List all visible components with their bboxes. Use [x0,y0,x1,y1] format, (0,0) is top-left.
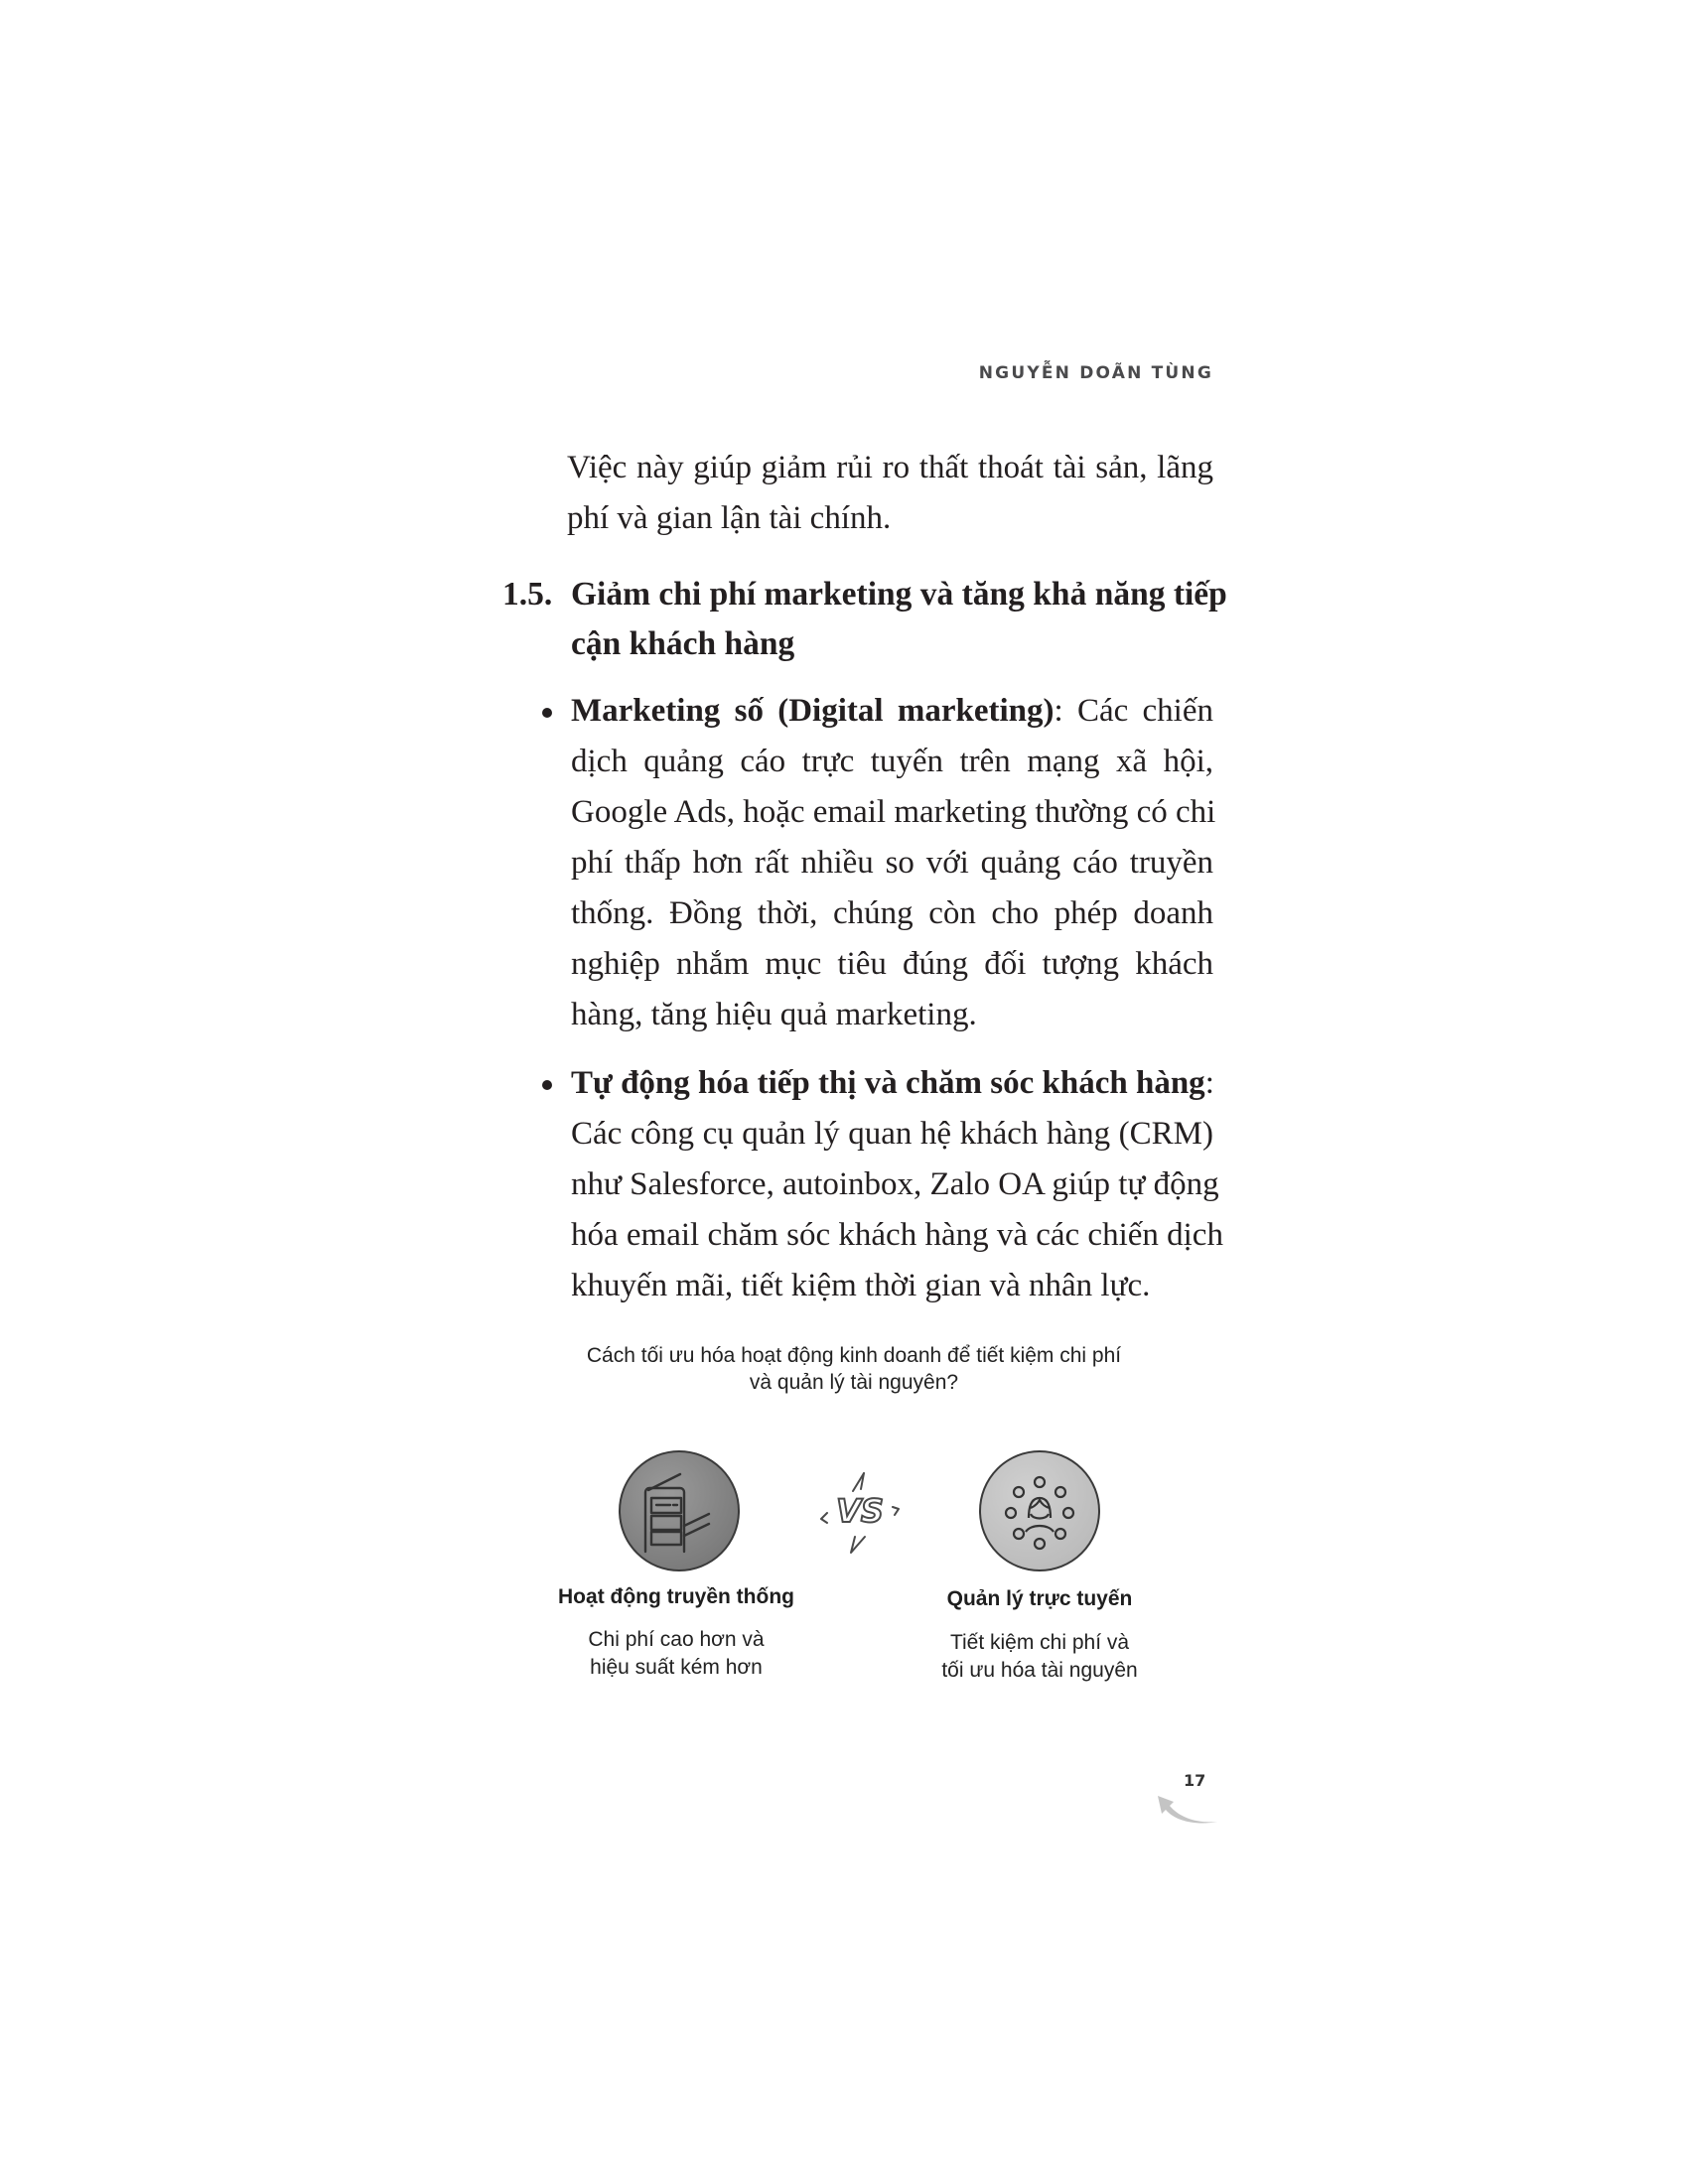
bullet-line: thống. Đồng thời, chúng còn cho phép doanh [571,895,1213,931]
left-column-title: Hoạt động truyền thống [558,1585,794,1608]
bullet-line: nghiệp nhắm mục tiêu đúng đối tượng khách [571,946,1213,982]
bullet-line: khuyến mãi, tiết kiệm thời gian và nhân lực. [571,1268,1151,1303]
left-column-description [517,1626,835,1682]
section-number: 1.5. [502,576,553,613]
desc-line: Chi phí cao hơn và [588,1628,765,1651]
page-turn-arrow-icon [1154,1790,1223,1826]
vs-label: VS [836,1492,884,1530]
caption-line: Cách tối ưu hóa hoạt động kinh doanh để tiết kiệm chi phí [586,1344,1122,1367]
bullet-term: Tự động hóa tiếp thị và chăm sóc khách hàng [571,1065,1205,1101]
desc-line: hiệu suất kém hơn [590,1656,763,1679]
right-column-description [881,1629,1198,1685]
bullet-term: Marketing số (Digital marketing) [571,693,1055,729]
printer-icon [619,1450,740,1571]
page-number: 17 [1184,1771,1206,1790]
bullet-line: phí thấp hơn rất nhiều so với quảng cáo truyền [571,845,1213,881]
figure-caption [516,1342,1192,1396]
bullet-icon [542,1080,552,1090]
section-title-line: Giảm chi phí marketing và tăng khả năng tiếp [571,576,1227,613]
bullet-line: như Salesforce, autoinbox, Zalo OA giúp tự động [571,1166,1219,1202]
bullet-line: hàng, tăng hiệu quả marketing. [571,997,977,1032]
bullet-first-line-rest: : Các chiến [1054,693,1214,729]
bullet-line: Các công cụ quản lý quan hệ khách hàng (CRM) [571,1116,1213,1152]
network-people-icon [979,1450,1100,1571]
section-title-line: cận khách hàng [571,625,795,662]
desc-line: tối ưu hóa tài nguyên [941,1659,1138,1682]
bullet-icon [542,708,552,718]
bullet-line: dịch quảng cáo trực tuyến trên mạng xã hội, [571,744,1213,779]
right-column-title: Quản lý trực tuyến [946,1587,1133,1610]
bullet-line: Google Ads, hoặc email marketing thường có chi [571,794,1216,830]
running-head-author: NGUYỄN DOÃN TÙNG [978,363,1213,383]
bullet-first-line [571,695,1213,728]
desc-line: Tiết kiệm chi phí và [949,1631,1130,1654]
paragraph-line: phí và gian lận tài chính. [567,500,892,536]
bullet-line: hóa email chăm sóc khách hàng và các chiến dịch [571,1217,1223,1253]
bullet-first-line-rest: : [1204,1065,1214,1101]
paragraph-line: Việc này giúp giảm rủi ro thất thoát tài sản, lãng [567,450,1213,485]
vs-icon [815,1467,905,1559]
caption-line: và quản lý tài nguyên? [749,1371,959,1394]
bullet-first-line [571,1067,1214,1100]
